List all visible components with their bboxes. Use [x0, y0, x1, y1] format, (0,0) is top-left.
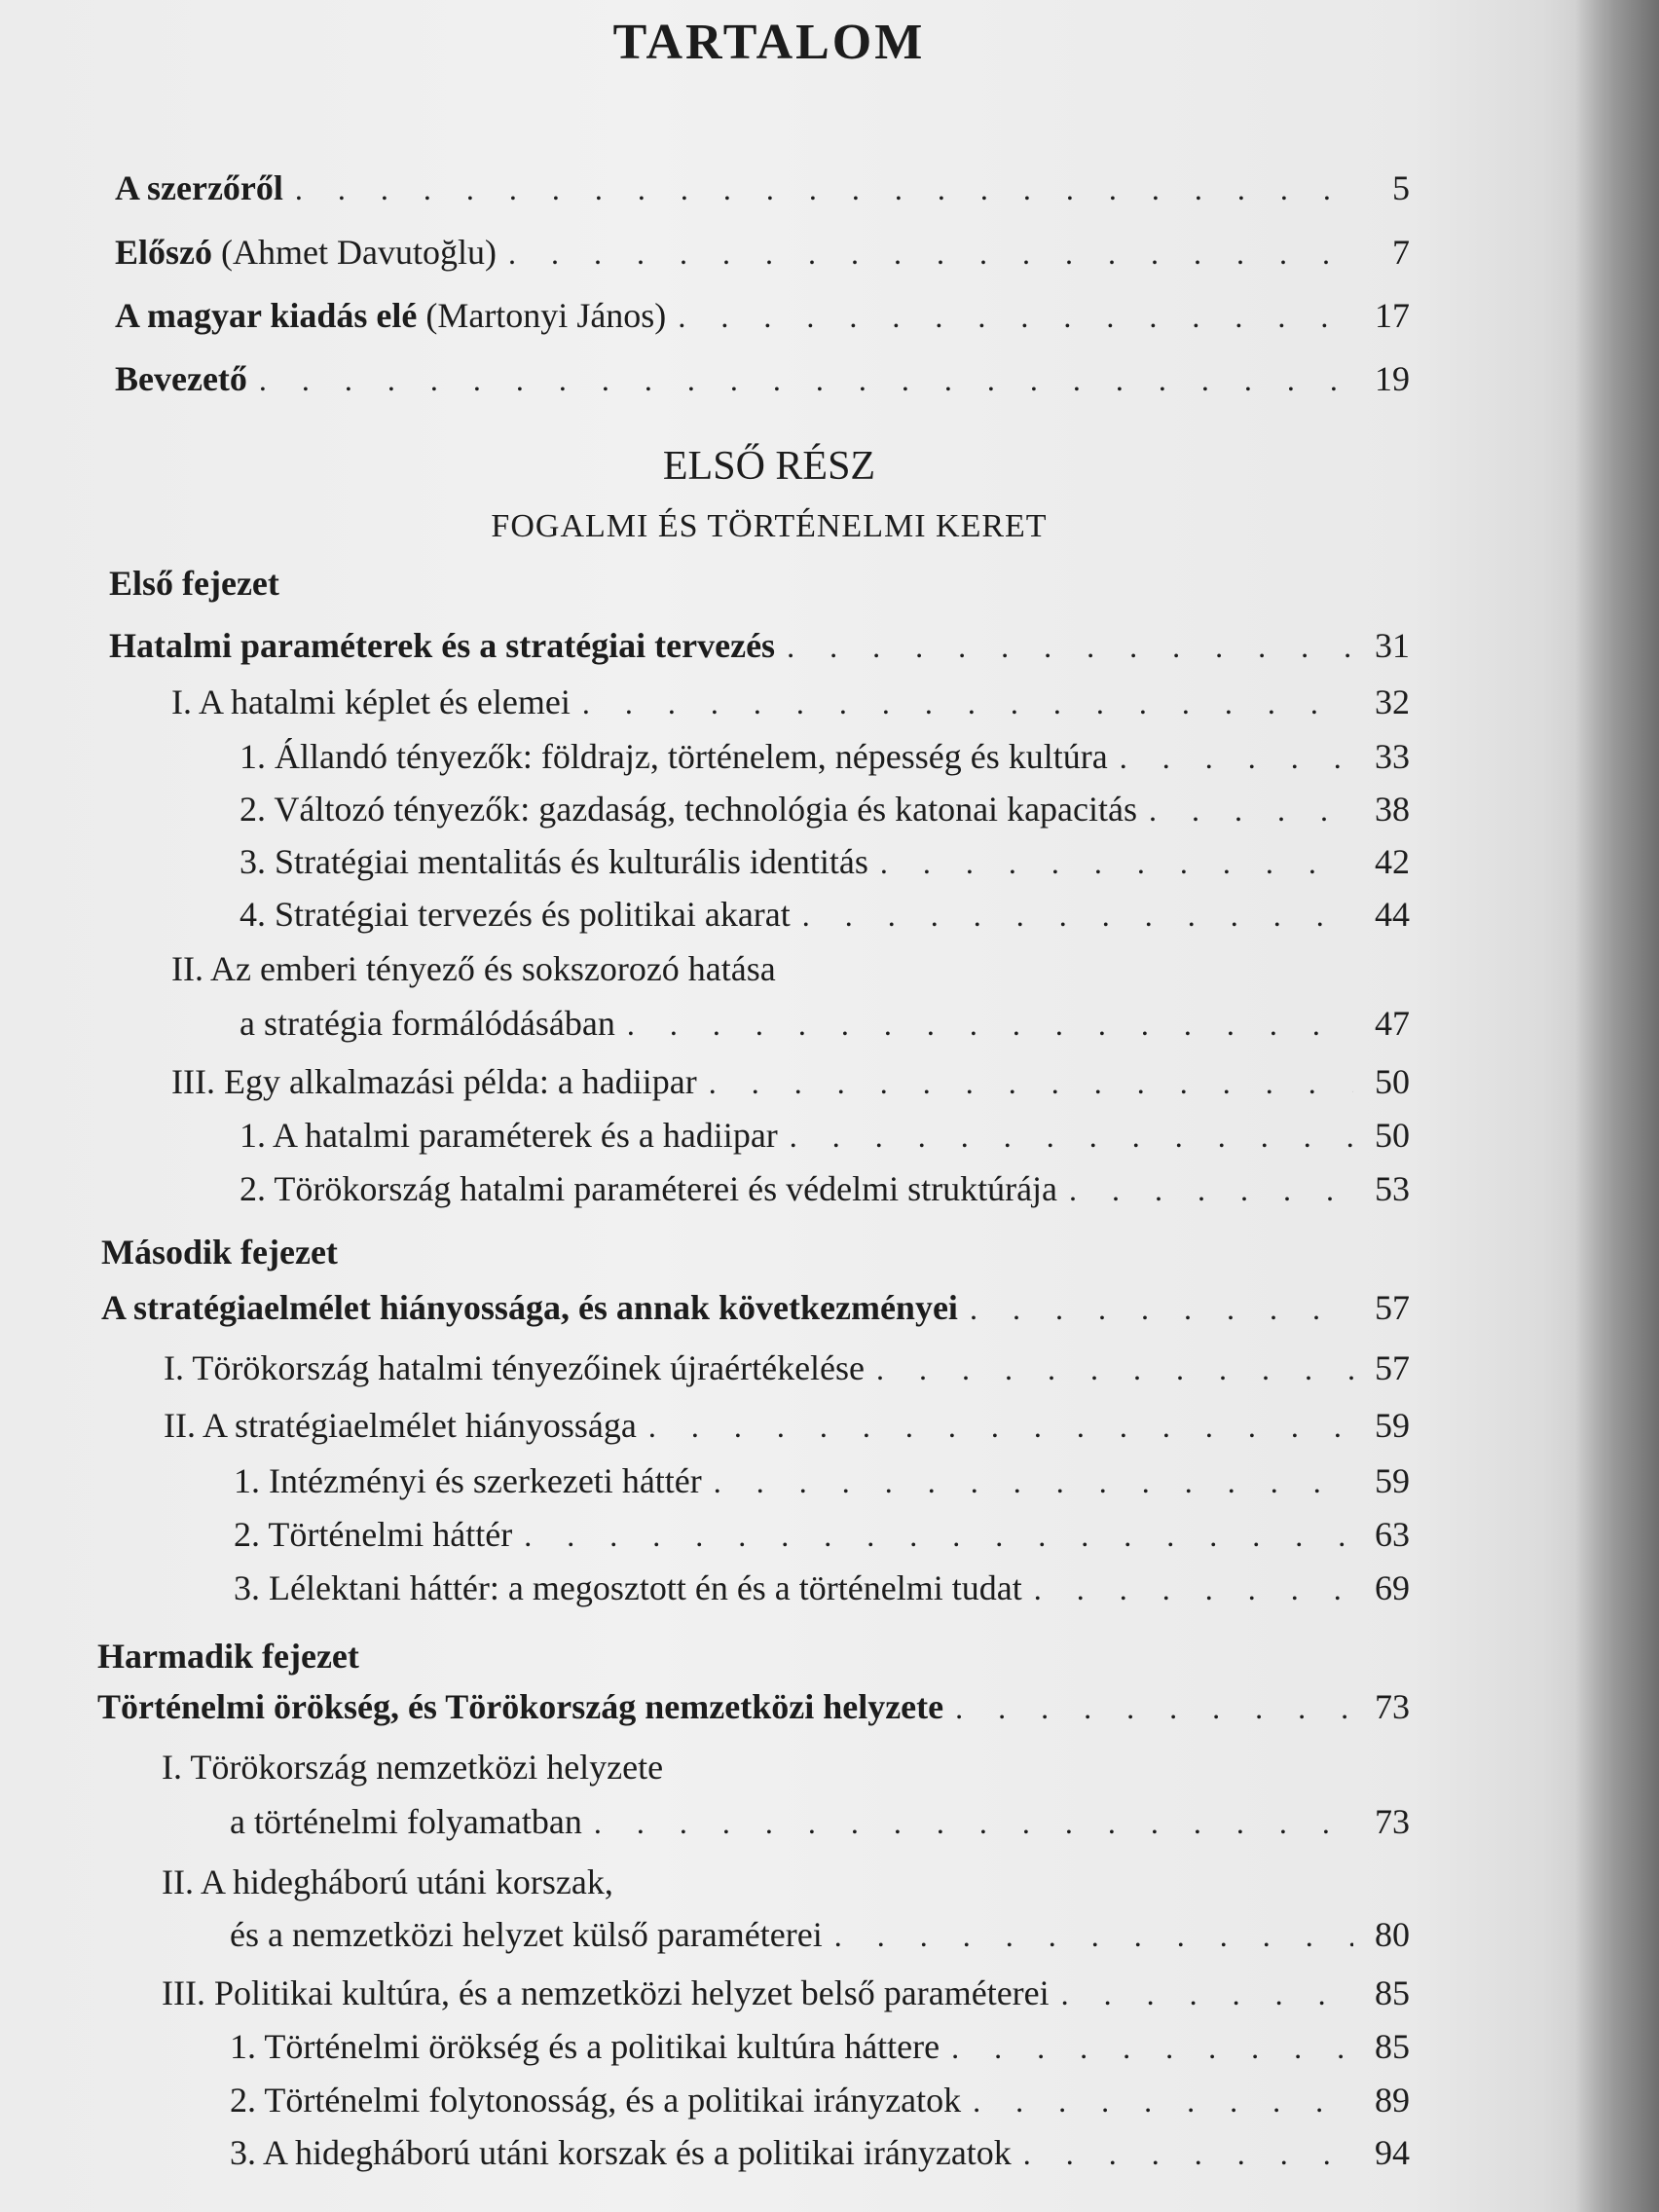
dot-leader	[876, 1351, 1353, 1387]
dot-leader	[582, 685, 1353, 721]
chapter-title-entry	[101, 1287, 1410, 1328]
entry-label: a történelmi folyamatban	[230, 1802, 582, 1841]
toc-entry	[230, 2132, 1410, 2173]
page-number: 32	[1375, 682, 1410, 721]
page-number: 94	[1375, 2133, 1410, 2172]
toc-entry	[234, 1460, 1410, 1501]
entry-author: (Martonyi János)	[425, 296, 667, 335]
page-number: 50	[1375, 1116, 1410, 1155]
part-title: ELSŐ RÉSZ	[662, 444, 876, 489]
toc-entry	[240, 841, 1410, 882]
entry-label: 2. Történelmi háttér	[234, 1515, 513, 1554]
page-number: 42	[1375, 842, 1410, 881]
dot-leader	[1023, 2136, 1353, 2172]
page-number: 50	[1375, 1062, 1410, 1101]
dot-leader	[714, 1464, 1353, 1500]
dot-leader	[1061, 1976, 1353, 2012]
entry-label: 1. Intézményi és szerkezeti háttér	[234, 1461, 702, 1500]
page-number: 47	[1375, 1004, 1410, 1043]
dot-leader	[1069, 1172, 1353, 1208]
page-number: 85	[1375, 1973, 1410, 2012]
dot-leader	[802, 898, 1353, 934]
dot-leader	[524, 1518, 1353, 1554]
dot-leader	[259, 362, 1353, 398]
toc-entry-text: I. Törökország nemzetközi helyzete	[162, 1748, 664, 1787]
dot-leader	[973, 2083, 1353, 2120]
chapter-label: Harmadik fejezet	[97, 1637, 359, 1676]
entry-label: 1. Történelmi örökség és a politikai kultúra háttere	[230, 2027, 940, 2066]
toc-entry	[230, 2026, 1410, 2067]
dot-leader	[955, 1690, 1353, 1726]
page-number: 33	[1375, 737, 1410, 776]
dot-leader	[880, 845, 1353, 881]
toc-entry-text: II. A hidegháború utáni korszak,	[162, 1862, 613, 1901]
entry-label: a stratégia formálódásában	[240, 1004, 615, 1043]
entry-label: I. Törökország hatalmi tényezőinek újraértékelése	[164, 1348, 866, 1387]
dot-leader	[678, 299, 1353, 335]
page-number: 17	[1375, 296, 1410, 335]
entry-label: 4. Stratégiai tervezés és politikai akarat	[240, 895, 791, 934]
entry-label: III. Egy alkalmazási példa: a hadiipar	[171, 1062, 697, 1101]
entry-label: 1. A hatalmi paraméterek és a hadiipar	[240, 1116, 778, 1155]
toc-entry-foreword	[115, 232, 1410, 273]
entry-label: 3. A hidegháború utáni korszak és a politikai irányzatok	[230, 2133, 1012, 2172]
chapter-title: Történelmi örökség, és Törökország nemzetközi helyzete	[97, 1687, 944, 1726]
chapter-title: Hatalmi paraméterek és a stratégiai tervezés	[109, 626, 776, 665]
toc-entry	[171, 1061, 1410, 1102]
dot-leader	[627, 1007, 1353, 1043]
toc-entry	[230, 1801, 1410, 1842]
page-number: 59	[1375, 1461, 1410, 1500]
toc-entry	[240, 736, 1410, 777]
chapter-label: Második fejezet	[101, 1233, 338, 1272]
page-number: 85	[1375, 2027, 1410, 2066]
entry-label: I. A hatalmi képlet és elemei	[171, 682, 571, 721]
entry-author: (Ahmet Davutoğlu)	[221, 233, 497, 272]
page-number: 73	[1375, 1687, 1410, 1726]
page-number: 5	[1392, 168, 1410, 207]
entry-label: III. Politikai kultúra, és a nemzetközi helyzet belső paraméterei	[162, 1973, 1050, 2012]
dot-leader	[1120, 740, 1353, 776]
entry-label: A szerzőről	[115, 168, 283, 207]
toc-entry	[234, 1567, 1410, 1608]
dot-leader	[951, 2030, 1353, 2066]
toc-title: TARTALOM	[612, 15, 926, 70]
toc-entry	[230, 1914, 1410, 1955]
toc-entry	[171, 682, 1410, 722]
page-number: 44	[1375, 895, 1410, 934]
toc-entry	[240, 1003, 1410, 1044]
toc-entry-text: II. Az emberi tényező és sokszorozó hatása	[171, 949, 776, 988]
toc-entry	[164, 1347, 1410, 1388]
toc-entry-hungarian-preface	[115, 295, 1410, 336]
dot-leader	[709, 1065, 1353, 1101]
dot-leader	[1149, 793, 1353, 829]
toc-entry-introduction	[115, 358, 1410, 399]
dot-leader	[295, 171, 1353, 207]
page-number: 19	[1375, 359, 1410, 398]
page-number: 69	[1375, 1568, 1410, 1607]
page-number: 53	[1375, 1169, 1410, 1208]
entry-label: 2. Változó tényezők: gazdaság, technológia és katonai kapacitás	[240, 790, 1137, 829]
page-number: 57	[1375, 1288, 1410, 1327]
page-number: 89	[1375, 2081, 1410, 2120]
entry-label: 1. Állandó tényezők: földrajz, történelem, népesség és kultúra	[240, 737, 1108, 776]
entry-label: Előszó	[115, 233, 213, 272]
page-number: 59	[1375, 1406, 1410, 1445]
chapter-title-entry	[97, 1686, 1410, 1727]
dot-leader	[970, 1291, 1353, 1327]
entry-label: 3. Lélektani háttér: a megosztott én és a történelmi tudat	[234, 1568, 1022, 1607]
dot-leader	[508, 236, 1353, 272]
page-number: 63	[1375, 1515, 1410, 1554]
part-subtitle: FOGALMI ÉS TÖRTÉNELMI KERET	[491, 508, 1048, 544]
toc-entry	[240, 1168, 1410, 1209]
chapter-title-entry	[109, 625, 1410, 666]
dot-leader	[648, 1409, 1353, 1445]
page-number: 73	[1375, 1802, 1410, 1841]
page-number: 7	[1392, 233, 1410, 272]
page-number: 80	[1375, 1915, 1410, 1954]
chapter-title: A stratégiaelmélet hiányossága, és annak következményei	[101, 1288, 958, 1327]
page-number: 31	[1375, 626, 1410, 665]
page-number: 57	[1375, 1348, 1410, 1387]
dot-leader	[594, 1805, 1353, 1841]
toc-entry	[230, 2080, 1410, 2120]
entry-label: és a nemzetközi helyzet külső paraméterei	[230, 1915, 823, 1954]
toc-entry	[234, 1514, 1410, 1555]
page-number: 38	[1375, 790, 1410, 829]
chapter-label: Első fejezet	[109, 564, 279, 603]
entry-label: 2. Törökország hatalmi paraméterei és védelmi struktúrája	[240, 1169, 1058, 1208]
toc-entry	[240, 1115, 1410, 1156]
toc-entry	[240, 789, 1410, 830]
entry-label: 2. Történelmi folytonosság, és a politikai irányzatok	[230, 2081, 962, 2120]
toc-entry	[240, 894, 1410, 935]
dot-leader	[790, 1119, 1353, 1155]
toc-entry-author	[115, 167, 1410, 208]
entry-label: II. A stratégiaelmélet hiányossága	[164, 1406, 637, 1445]
entry-label: 3. Stratégiai mentalitás és kulturális identitás	[240, 842, 868, 881]
toc-entry	[164, 1405, 1410, 1446]
dot-leader	[1034, 1571, 1353, 1607]
entry-label: A magyar kiadás elé	[115, 296, 418, 335]
book-gutter-shadow	[1575, 0, 1659, 2212]
toc-entry	[162, 1972, 1410, 2013]
entry-label: Bevezető	[115, 359, 247, 398]
dot-leader	[834, 1918, 1353, 1954]
dot-leader	[787, 629, 1353, 665]
